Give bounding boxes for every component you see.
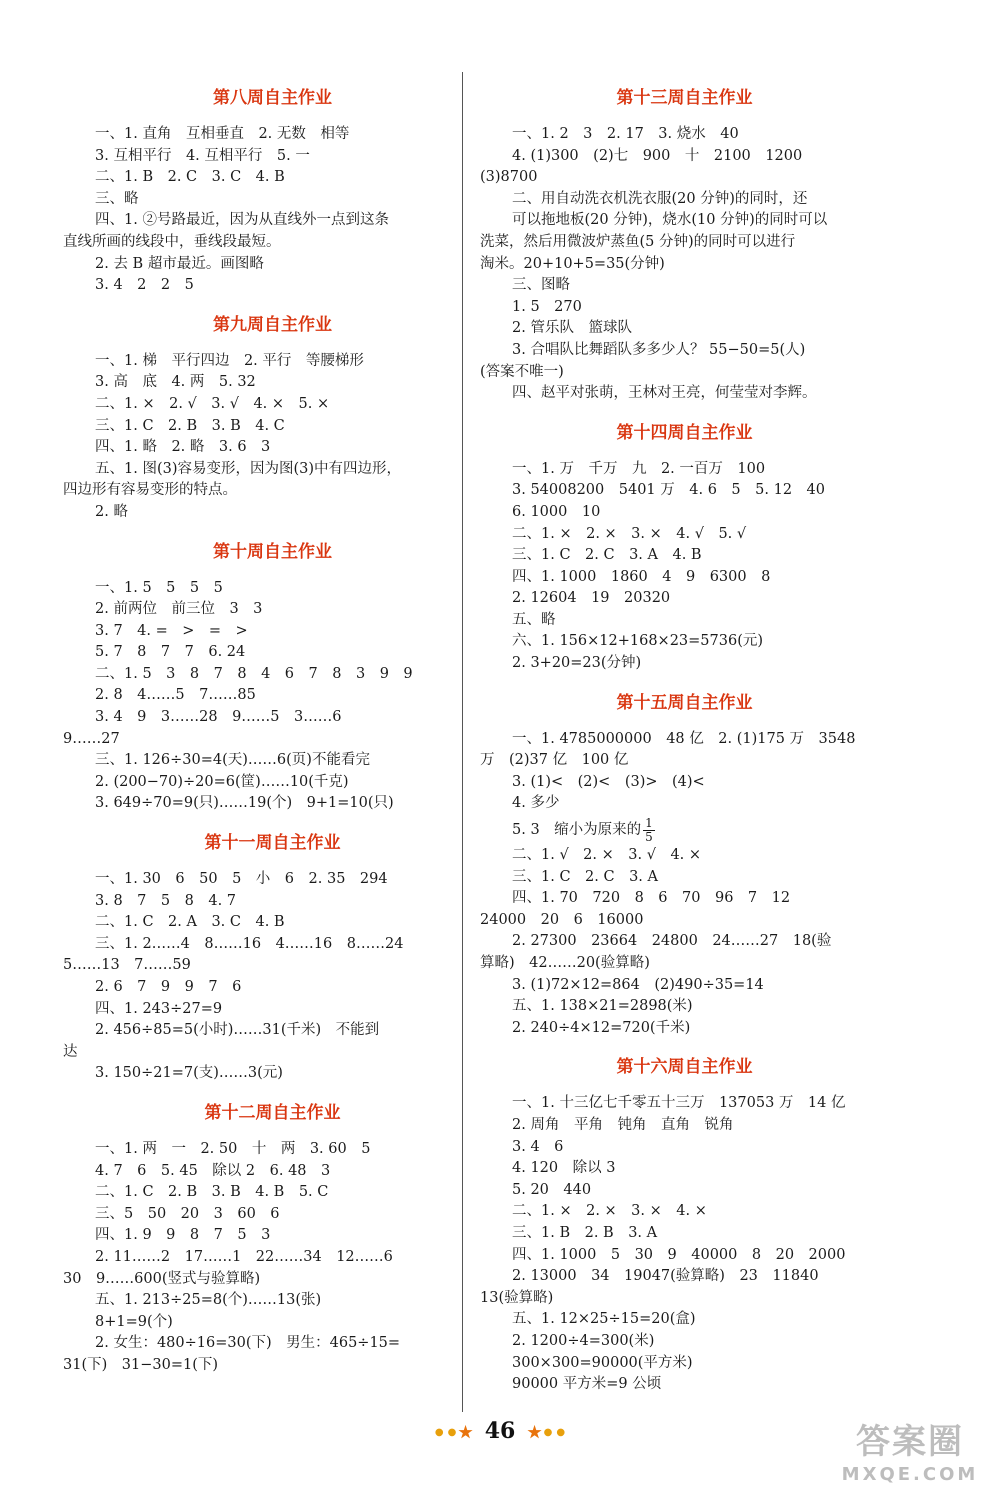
- answer-line: 3. (1)< (2)< (3)> (4)<: [512, 773, 705, 790]
- answer-line: 四、1. 243÷27=9: [95, 1000, 223, 1017]
- answer-line: 2. 女生：480÷16=30(下) 男生：465÷15=: [95, 1335, 401, 1352]
- answer-line: 3. 8 7 5 8 4. 7: [95, 892, 237, 909]
- section-title: 第十周自主作业: [213, 541, 332, 562]
- section-week-16: [480, 1053, 857, 1395]
- section-week-9: [63, 311, 450, 524]
- answer-line: 二、用自动洗衣机洗衣服(20 分钟)的同时，还: [512, 190, 808, 207]
- answer-line: 24000 20 6 16000: [480, 911, 644, 928]
- answer-line: 四、1. 略 2. 略 3. 6 3: [95, 439, 271, 456]
- answer-line: 三、5 50 20 3 60 6: [95, 1205, 280, 1222]
- answer-line: 5……13 7……59: [63, 957, 191, 974]
- star-icon: ★: [458, 1422, 473, 1442]
- answer-line: 1. 5 270: [512, 298, 582, 315]
- section-title: 第十一周自主作业: [204, 833, 341, 854]
- answer-line: 3. 互相平行 4. 互相平行 5. 一: [95, 147, 310, 164]
- watermark-url: MXQE.COM: [841, 1464, 979, 1485]
- section-title: 第十四周自主作业: [616, 422, 753, 443]
- answer-line: 2. 管乐队 篮球队: [512, 320, 632, 337]
- answer-line: 3. 高 底 4. 两 5. 32: [95, 374, 256, 391]
- answer-line-fraction: [512, 815, 857, 845]
- answer-line: 达: [63, 1043, 78, 1060]
- answer-line: 2. 1200÷4=300(米): [512, 1332, 655, 1349]
- answer-line: 三、略: [95, 190, 139, 207]
- answer-line: 一、1. 5 5 5 5: [95, 579, 223, 596]
- section-week-11: [63, 829, 450, 1085]
- answer-line: 一、1. 4785000000 48 亿 2. (1)175 万 3548: [512, 730, 856, 747]
- section-title: 第十二周自主作业: [204, 1102, 341, 1123]
- answer-line: 二、1. × 2. × 3. × 4. √ 5. √: [512, 525, 747, 542]
- answer-line: 三、1. B 2. B 3. A: [512, 1224, 658, 1241]
- dot-icon: ●: [447, 1426, 457, 1438]
- answer-line: 2. 3+20=23(分钟): [512, 655, 642, 672]
- star-icon: ★: [527, 1422, 542, 1442]
- answer-line: 二、1. C 2. B 3. B 4. B 5. C: [95, 1184, 329, 1201]
- answer-line: 4. 多少: [512, 795, 560, 812]
- answer-line: 一、1. 直角 互相垂直 2. 无数 相等: [95, 126, 350, 142]
- answer-line: 五、略: [512, 611, 556, 628]
- watermark-logo: [830, 1420, 990, 1500]
- answer-line: 2. 前两位 前三位 3 3: [95, 601, 263, 618]
- section-week-8: [63, 84, 450, 297]
- answer-line: 三、1. 126÷30=4(天)……6(页)不能看完: [95, 752, 370, 769]
- dot-icon: ●: [556, 1426, 566, 1438]
- answer-line: 2. 456÷85=5(小时)……31(千米) 不能到: [95, 1022, 380, 1039]
- answer-line: 2. 11……2 17……1 22……34 12……6: [95, 1248, 393, 1265]
- answer-line: 三、1. C 2. B 3. B 4. C: [95, 417, 285, 434]
- answer-line: 3. 合唱队比舞蹈队多多少人？ 55−50=5(人): [512, 341, 806, 358]
- answer-line: 四边形有容易变形的特点。: [63, 482, 237, 499]
- answer-line: 四、1. 1000 1860 4 9 6300 8: [512, 568, 771, 585]
- answer-line: 算略) 42……20(验算略): [480, 955, 650, 971]
- answer-line: 三、1. C 2. C 3. A: [512, 868, 658, 885]
- answer-line: 2. 略: [95, 503, 128, 520]
- answer-line: (3)8700: [480, 169, 538, 186]
- answer-line: 二、1. B 2. C 3. C 4. B: [95, 169, 285, 186]
- page-number: 46: [484, 1418, 516, 1444]
- section-week-13: [480, 84, 857, 405]
- answer-line: 二、1. 5 3 8 7 8 4 6 7 8 3 9 9: [95, 665, 413, 682]
- answer-line: 二、1. × 2. √ 3. √ 4. × 5. ×: [95, 395, 330, 412]
- answer-line: 5. 20 440: [512, 1181, 592, 1198]
- answer-line: 9……27: [63, 730, 120, 747]
- answer-line: 3. 649÷70=9(只)……19(个) 9+1=10(只): [95, 795, 394, 812]
- answer-line: 三、1. C 2. C 3. A 4. B: [512, 547, 702, 564]
- answer-line: 淘米。20+10+5=35(分钟): [480, 255, 665, 272]
- answer-line: 3. 7 4. = > = >: [95, 622, 248, 639]
- dot-icon: ●: [434, 1426, 444, 1438]
- answer-line: 3. 54008200 5401 万 4. 6 5 5. 12 40: [512, 482, 825, 499]
- answer-line: 四、赵平对张萌，王林对王亮，何莹莹对李辉。: [512, 385, 817, 402]
- answer-line: 5. 7 8 7 7 6. 24: [95, 644, 246, 661]
- section-title: 第十五周自主作业: [616, 692, 753, 713]
- answer-line: 万 (2)37 亿 100 亿: [480, 752, 629, 769]
- answer-line: 三、图略: [512, 277, 570, 294]
- fraction-line-text: 5. 3 缩小为原来的: [512, 822, 642, 839]
- section-week-10: [63, 538, 450, 816]
- answer-line: 一、1. 十三亿七千零五十三万 137053 万 14 亿: [512, 1095, 846, 1112]
- answer-line: 31(下) 31−30=1(下): [63, 1356, 219, 1373]
- answer-line: 一、1. 万 千万 九 2. 一百万 100: [512, 460, 766, 477]
- answer-line: (答案不唯一): [480, 363, 564, 380]
- answer-line: 8+1=9(个): [95, 1313, 173, 1330]
- answer-line: 300×300=90000(平方米): [512, 1354, 693, 1371]
- answer-line: 4. 120 除以 3: [512, 1160, 616, 1177]
- column-divider: [462, 72, 463, 1412]
- answer-line: 3. (1)72×12=864 (2)490÷35=14: [512, 976, 764, 993]
- answer-line: 五、1. 图(3)容易变形，因为图(3)中有四边形，: [95, 460, 402, 477]
- answer-line: 2. 8 4……5 7……85: [95, 687, 256, 704]
- answer-line: 2. 27300 23664 24800 24……27 18(验: [512, 933, 832, 950]
- answer-line: 二、1. √ 2. × 3. √ 4. ×: [512, 847, 702, 864]
- right-column: [480, 70, 857, 1396]
- answer-line: 2. 6 7 9 9 7 6: [95, 979, 242, 995]
- answer-line: 洗菜，然后用微波炉蒸鱼(5 分钟)的同时可以进行: [480, 233, 796, 250]
- dot-icon: ●: [543, 1426, 553, 1438]
- answer-line: 一、1. 30 6 50 5 小 6 2. 35 294: [95, 871, 388, 888]
- answer-line: 一、1. 2 3 2. 17 3. 烧水 40: [512, 126, 739, 142]
- answer-line: 二、1. × 2. × 3. × 4. ×: [512, 1203, 707, 1220]
- answer-line: 4. 7 6 5. 45 除以 2 6. 48 3: [95, 1162, 331, 1179]
- answer-line: 一、1. 梯 平行四边 2. 平行 等腰梯形: [95, 352, 364, 369]
- watermark-text: 答案圈: [856, 1422, 964, 1462]
- answer-line: 2. 12604 19 20320: [512, 590, 671, 607]
- answer-line: 6. 1000 10: [512, 503, 601, 520]
- section-week-15: [480, 689, 857, 1040]
- answer-line: 2. 240÷4×12=720(千米): [512, 1019, 691, 1036]
- answer-line: 90000 平方米=9 公顷: [512, 1376, 662, 1393]
- fraction-denominator: 5: [645, 829, 653, 844]
- answer-line: 四、1. 9 9 8 7 5 3: [95, 1227, 271, 1244]
- answer-line: 四、1. 70 720 8 6 70 96 7 12: [512, 890, 791, 907]
- section-week-14: [512, 419, 857, 675]
- answer-line: 四、1. 1000 5 30 9 40000 8 20 2000: [512, 1246, 846, 1263]
- answer-line: 2. 周角 平角 钝角 直角 锐角: [512, 1116, 734, 1133]
- fraction-numerator: 1: [645, 815, 653, 830]
- answer-line: 可以拖地板(20 分钟)，烧水(10 分钟)的同时可以: [512, 212, 828, 229]
- answer-line: 3. 4 6: [512, 1138, 564, 1155]
- answer-line: 30 9……600(竖式与验算略): [63, 1270, 261, 1287]
- answer-line: 2. 13000 34 19047(验算略) 23 11840: [512, 1268, 819, 1285]
- section-title: 第十三周自主作业: [616, 88, 753, 108]
- left-column: [63, 70, 450, 1377]
- section-title: 第九周自主作业: [213, 314, 332, 335]
- answer-line: 2. 去 B 超市最近。画图略: [95, 255, 264, 272]
- answer-line: 3. 4 2 2 5: [95, 277, 194, 294]
- fraction: [643, 817, 655, 844]
- answer-line: 4. (1)300 (2)七 900 十 2100 1200: [512, 147, 803, 164]
- answer-line: 二、1. C 2. A 3. C 4. B: [95, 914, 285, 931]
- answer-line: 一、1. 两 一 2. 50 十 两 3. 60 5: [95, 1140, 371, 1157]
- answer-line: 13(验算略): [480, 1289, 554, 1306]
- answer-line: 六、1. 156×12+168×23=5736(元): [512, 633, 764, 650]
- section-title: 第八周自主作业: [213, 88, 332, 108]
- answer-line: 直线所画的线段中，垂线段最短。: [63, 233, 281, 250]
- answer-line: 3. 150÷21=7(支)……3(元): [95, 1065, 283, 1082]
- section-week-12: [63, 1099, 450, 1377]
- answer-line: 3. 4 9 3……28 9……5 3……6: [95, 709, 342, 726]
- section-title: 第十六周自主作业: [616, 1057, 753, 1078]
- answer-line: 四、1. ②号路最近，因为从直线外一点到这条: [95, 212, 389, 229]
- answer-line: 五、1. 213÷25=8(个)……13(张): [95, 1292, 322, 1309]
- answer-line: 五、1. 12×25÷15=20(盒): [512, 1311, 696, 1328]
- answer-line: 三、1. 2……4 8……16 4……16 8……24: [95, 935, 404, 952]
- answer-line: 五、1. 138×21=2898(米): [512, 998, 693, 1015]
- answer-line: 2. (200−70)÷20=6(筐)……10(千克): [95, 773, 349, 790]
